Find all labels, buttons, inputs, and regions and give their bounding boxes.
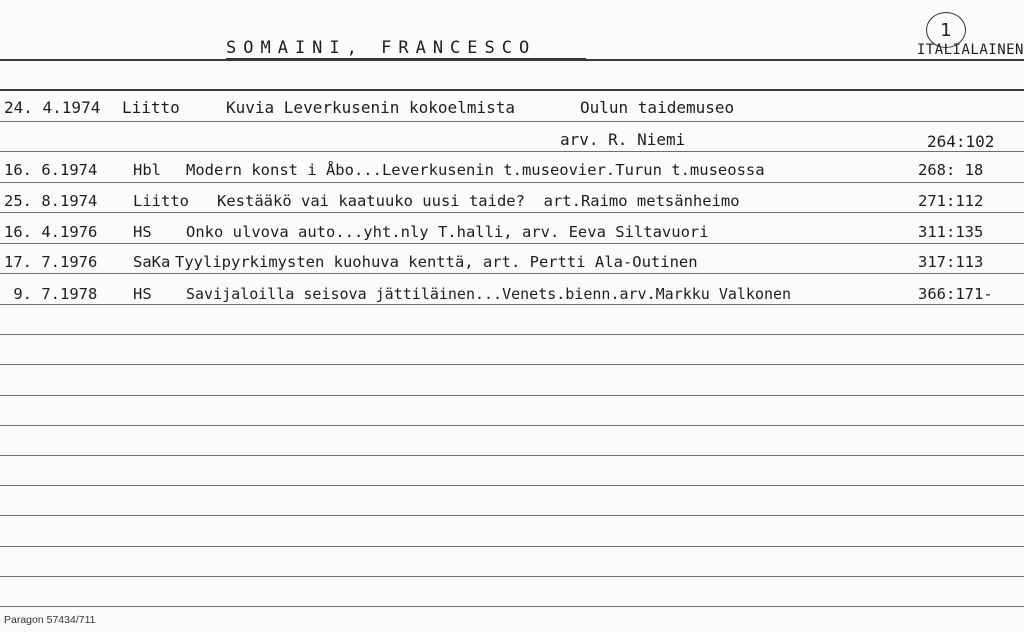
ruled-line	[0, 395, 1024, 396]
entry-source: Liitto	[133, 192, 189, 210]
ruled-line	[0, 334, 1024, 335]
ruled-line	[0, 546, 1024, 547]
entry-source: SaKa	[133, 253, 171, 271]
entry-date: 17. 7.1976	[4, 253, 98, 271]
entry-text: Modern konst i Åbo...Leverkusenin t.museovier.Turun t.museossa	[186, 161, 765, 179]
entry-ref: 264:102	[927, 132, 995, 151]
ruled-line	[0, 273, 1024, 274]
entry-date: 16. 4.1976	[4, 223, 98, 241]
ruled-line	[0, 304, 1024, 305]
entry-title: Kuvia Leverkusenin kokoelmista	[226, 98, 515, 117]
header-rule-lower	[0, 89, 1024, 91]
entry-date: 25. 8.1974	[4, 192, 98, 210]
entry-text: Onko ulvova auto...yht.nly T.halli, arv. Eeva Siltavuori	[186, 223, 709, 241]
card-number: 1	[940, 19, 952, 41]
ruled-line	[0, 485, 1024, 486]
ruled-line	[0, 151, 1024, 152]
ruled-line	[0, 243, 1024, 244]
entry-date: 16. 6.1974	[4, 161, 98, 179]
ruled-line	[0, 364, 1024, 365]
ruled-line	[0, 121, 1024, 122]
entry-source: Hbl	[133, 161, 161, 179]
entry-reviewer: arv. R. Niemi	[560, 130, 686, 149]
entry-ref: 366:171-	[918, 285, 993, 303]
ruled-line	[0, 576, 1024, 577]
nationality: ITALIALAINEN	[916, 42, 1024, 58]
entry-text: Kestääkö vai kaatuuko uusi taide? art.Raimo metsänheimo	[217, 192, 740, 210]
entry-ref: 271:112	[918, 192, 984, 210]
artist-name: SOMAINI, FRANCESCO	[226, 38, 537, 58]
entry-ref: 311:135	[918, 223, 984, 241]
entry-source: HS	[133, 223, 152, 241]
entry-date: 9. 7.1978	[4, 285, 98, 303]
ruled-line	[0, 425, 1024, 426]
ruled-line	[0, 212, 1024, 213]
entry-venue: Oulun taidemuseo	[580, 98, 735, 117]
entry-ref: 268: 18	[918, 161, 984, 179]
entry-source: Liitto	[122, 98, 180, 117]
entry-text: Tyylipyrkimysten kuohuva kenttä, art. Pertti Ala-Outinen	[175, 253, 698, 271]
printer-code: Paragon 57434/711	[4, 614, 96, 626]
header-rule	[0, 59, 1024, 61]
entry-source: HS	[133, 285, 152, 303]
ruled-line	[0, 182, 1024, 183]
ruled-line	[0, 455, 1024, 456]
entry-text: Savijaloilla seisova jättiläinen...Venets.bienn.arv.Markku Valkonen	[186, 285, 792, 303]
entry-ref: 317:113	[918, 253, 984, 271]
ruled-line	[0, 515, 1024, 516]
ruled-line	[0, 606, 1024, 607]
entry-date: 24. 4.1974	[4, 98, 101, 117]
